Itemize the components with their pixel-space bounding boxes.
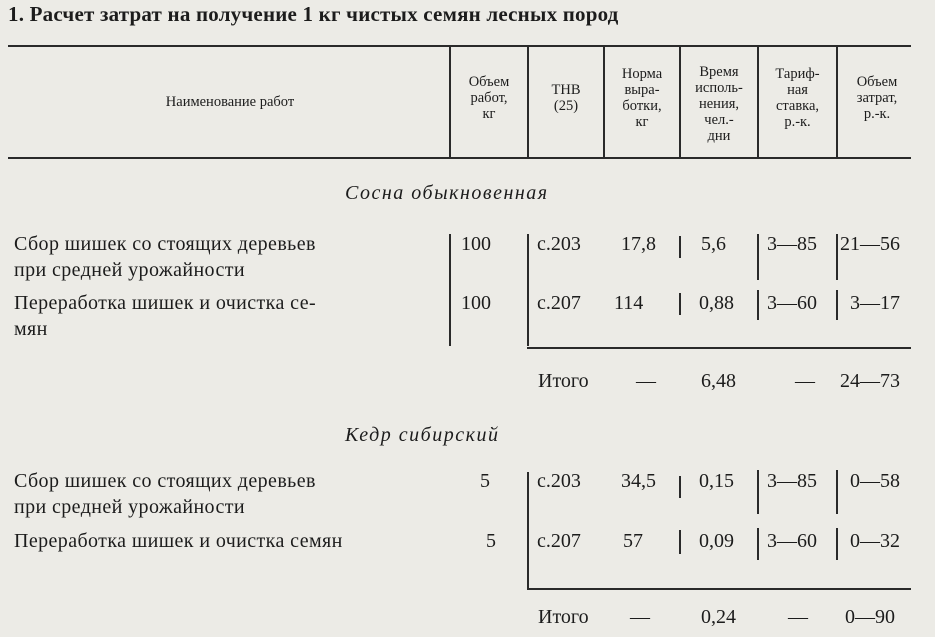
cell-time: 5,6: [701, 233, 726, 255]
cell-rate: 3—60: [767, 530, 817, 552]
header-norm-line: кг: [635, 114, 649, 130]
cell-rate: 3—85: [767, 470, 817, 492]
cell-cost: 0—58: [850, 470, 900, 492]
cell-tnv: с.203: [537, 233, 581, 255]
work-line: Сбор шишек со стоящих деревьев: [14, 470, 316, 492]
body-separator: [836, 528, 838, 560]
cell-tnv: с.207: [537, 292, 581, 314]
cell-time: 0,88: [699, 292, 734, 314]
body-separator: [757, 234, 759, 280]
body-separator: [757, 290, 759, 320]
cell-norm: 57: [623, 530, 643, 552]
total-rule: [527, 588, 911, 590]
header-cost-line: Объем: [856, 74, 898, 90]
table-row-work: [14, 290, 316, 342]
work-line: Переработка шишек и очистка се-: [14, 292, 317, 314]
table-row-work: [14, 231, 316, 283]
header-tnv-line: (25): [553, 98, 579, 114]
header-rate: [759, 66, 836, 130]
total-label: Итого: [538, 606, 589, 628]
body-separator: [679, 530, 681, 554]
body-separator: [836, 234, 838, 280]
cell-time: 0,09: [699, 530, 734, 552]
body-separator: [757, 528, 759, 560]
header-volume-line: работ,: [470, 90, 508, 106]
total-rule: [527, 347, 911, 349]
header-time: [681, 64, 757, 144]
header-work: [20, 94, 440, 110]
work-line: при средней урожайности: [14, 496, 245, 518]
header-tnv: [529, 82, 603, 114]
total-time: 0,24: [701, 606, 736, 628]
total-label: Итого: [538, 370, 589, 392]
total-time: 6,48: [701, 370, 736, 392]
table-title: 1. Расчет затрат на получение 1 кг чистых семян лесных пород: [8, 2, 619, 26]
table-row-work: [14, 528, 343, 554]
header-cost: [838, 74, 916, 122]
cell-rate: 3—60: [767, 292, 817, 314]
header-volume: [451, 74, 527, 122]
header-rate-line: Тариф-: [775, 66, 820, 82]
cell-volume: 5: [486, 530, 496, 552]
total-rate: —: [788, 606, 808, 628]
header-cost-line: затрат,: [856, 90, 898, 106]
header-time-line: нения,: [698, 96, 739, 112]
header-cost-line: р.-к.: [863, 106, 891, 122]
header-norm-line: ботки,: [622, 98, 662, 114]
cell-cost: 0—32: [850, 530, 900, 552]
header-time-line: исполь-: [695, 80, 743, 96]
cell-tnv: с.203: [537, 470, 581, 492]
total-norm: —: [636, 370, 656, 392]
section-title: Кедр сибирский: [345, 424, 500, 446]
header-bottom-rule: [8, 157, 911, 159]
work-line: Переработка шишек и очистка семян: [14, 530, 343, 552]
header-norm-line: Норма: [621, 66, 663, 82]
header-rate-line: ставка,: [775, 98, 820, 114]
total-norm: —: [630, 606, 650, 628]
header-time-line: чел.-: [704, 112, 734, 128]
body-separator: [836, 290, 838, 320]
body-separator: [679, 476, 681, 498]
header-top-rule: [8, 45, 911, 47]
header-norm: [605, 66, 679, 130]
body-separator: [449, 234, 451, 346]
cell-rate: 3—85: [767, 233, 817, 255]
table-row-work: [14, 468, 316, 520]
total-rate: —: [795, 370, 815, 392]
header-tnv-line: ТНВ: [551, 82, 581, 98]
total-cost: 0—90: [845, 606, 895, 628]
body-separator: [679, 293, 681, 315]
header-norm-line: выра-: [624, 82, 660, 98]
header-time-line: Время: [699, 64, 739, 80]
header-work-label: Наименование работ: [165, 94, 295, 110]
work-line: при средней урожайности: [14, 259, 245, 281]
work-line: Сбор шишек со стоящих деревьев: [14, 233, 316, 255]
cell-cost: 21—56: [840, 233, 900, 255]
header-rate-line: ная: [787, 82, 808, 98]
body-separator: [679, 236, 681, 258]
cell-cost: 3—17: [850, 292, 900, 314]
body-separator: [757, 470, 759, 514]
cell-volume: 100: [461, 233, 491, 255]
cell-tnv: с.207: [537, 530, 581, 552]
header-volume-line: Объем: [468, 74, 510, 90]
header-rate-line: р.-к.: [784, 114, 811, 130]
section-title: Сосна обыкновенная: [345, 182, 549, 204]
cell-norm: 17,8: [621, 233, 656, 255]
cell-volume: 100: [461, 292, 491, 314]
total-cost: 24—73: [840, 370, 900, 392]
cell-time: 0,15: [699, 470, 734, 492]
cell-norm: 34,5: [621, 470, 656, 492]
body-separator: [527, 234, 529, 346]
cell-volume: 5: [480, 470, 490, 492]
body-separator: [836, 470, 838, 514]
cell-norm: 114: [614, 292, 644, 314]
body-separator: [527, 472, 529, 588]
header-volume-line: кг: [482, 106, 496, 122]
header-time-line: дни: [707, 128, 731, 144]
work-line: мян: [14, 318, 48, 340]
